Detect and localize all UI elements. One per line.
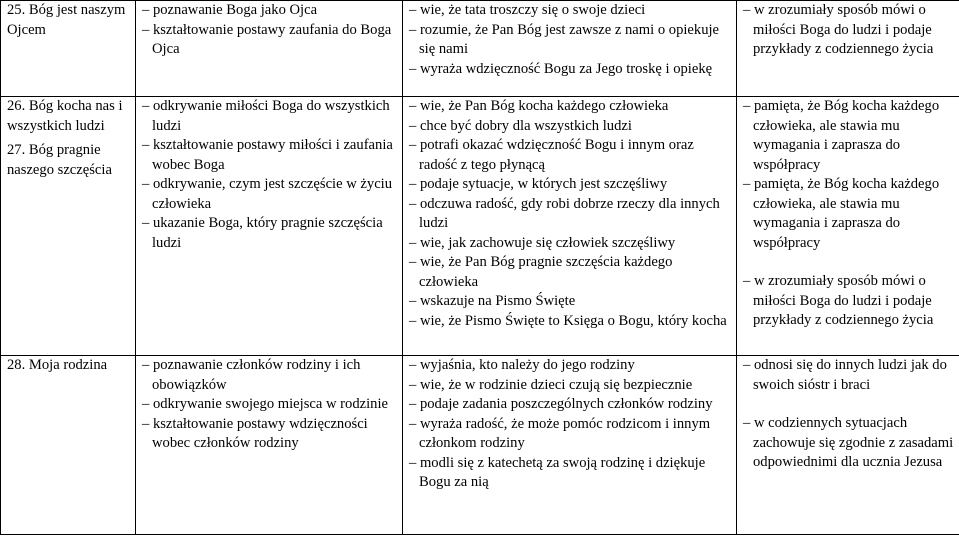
outcome-item: – w zrozumiały sposób mówi o miłości Boga do ludzi i podaje przykłady z codziennego życia [743,2,934,57]
content-item: – podaje zadania poszczególnych członków rodziny [409,396,713,412]
outcome-item: – w zrozumiały sposób mówi o miłości Boga do ludzi i podaje przykłady z codziennego życia [743,273,934,328]
content-item: – wie, że w rodzinie dzieci czują się bezpiecznie [409,376,693,393]
aim-item: – poznawanie Boga jako Ojca [142,2,318,18]
aim-item: – kształtowanie postawy miłości i zaufania wobec Boga [142,137,393,173]
content-item: – wie, że Pismo Święte to Księga o Bogu, który kocha [409,312,727,329]
spacer [743,253,955,272]
content-cell [403,356,737,535]
topic-cell [1,1,136,97]
content-item: – rozumie, że Pan Bóg jest zawsze z nami o opiekuje się nami [409,21,720,57]
aim-item: – kształtowanie postawy zaufania do Boga Ojca [142,21,392,57]
spacer [743,395,955,414]
topic-cell [1,356,136,535]
content-item: – wie, jak zachowuje się człowiek szczęśliwy [409,234,676,251]
outcomes-cell [737,97,959,356]
topic-cell [1,97,136,356]
content-cell [403,1,737,97]
aim-item: – ukazanie Boga, który pragnie szczęścia ludzi [142,215,383,251]
content-item: – wyraża radość, że może pomóc rodzicom i innym członkom rodziny [409,415,711,451]
content-item: – odczuwa radość, gdy robi dobrze rzeczy dla innych ludzi [409,195,720,231]
content-item: – chce być dobry dla wszystkich ludzi [409,117,632,134]
content-item: – modli się z katechetą za swoją rodzinę i dziękuje Bogu za nią [409,454,706,490]
content-item: – wskazuje na Pismo Święte [409,293,576,309]
aim-item: – odkrywanie miłości Boga do wszystkich ludzi [142,98,390,134]
aim-item: – poznawanie członków rodziny i ich obowiązków [142,357,361,393]
table-row [1,97,959,356]
lesson-topic: 26. Bóg kocha nas i wszystkich ludzi [7,98,123,134]
aim-item: – kształtowanie postawy wdzięczności wobec członków rodziny [142,415,368,451]
content-cell [403,97,737,356]
aims-cell [136,1,403,97]
table-row [1,1,959,97]
outcome-item: – odnosi się do innych ludzi jak do swoich sióstr i braci [743,357,947,393]
content-item: – wie, że tata troszczy się o swoje dzieci [409,2,646,18]
outcomes-cell [737,1,959,97]
lesson-topic: 27. Bóg pragnie naszego szczęścia [7,142,112,178]
outcome-item: – w codziennych sytuacjach zachowuje się zgodnie z zasadami odpowiednimi dla ucznia Jezusa [743,415,954,470]
content-item: – podaje sytuacje, w których jest szczęśliwy [409,176,668,192]
outcome-item: – pamięta, że Bóg kocha każdego człowieka, ale stawia mu wymagania i zaprasza do współpracy [743,176,940,251]
outcome-item: – pamięta, że Bóg kocha każdego człowieka, ale stawia mu wymagania i zaprasza do współpracy [743,98,940,173]
content-item: – potrafi okazać wdzięczność Bogu i innym oraz radość z tego płynącą [409,137,694,173]
aim-item: – odkrywanie, czym jest szczęście w życiu człowieka [142,176,393,212]
content-item: – wie, że Pan Bóg pragnie szczęścia każdego człowieka [409,254,673,290]
content-item: – wie, że Pan Bóg kocha każdego człowieka [409,98,669,114]
content-item: – wyraża wdzięczność Bogu za Jego troskę i opiekę [409,60,713,77]
lesson-topic: 28. Moja rodzina [7,357,108,373]
aims-cell [136,97,403,356]
aim-item: – odkrywanie swojego miejsca w rodzinie [142,396,388,412]
table-row [1,356,959,535]
aims-cell [136,356,403,535]
content-item: – wyjaśnia, kto należy do jego rodziny [409,357,635,373]
outcomes-cell [737,356,959,535]
lesson-topic: 25. Bóg jest naszym Ojcem [7,2,126,38]
